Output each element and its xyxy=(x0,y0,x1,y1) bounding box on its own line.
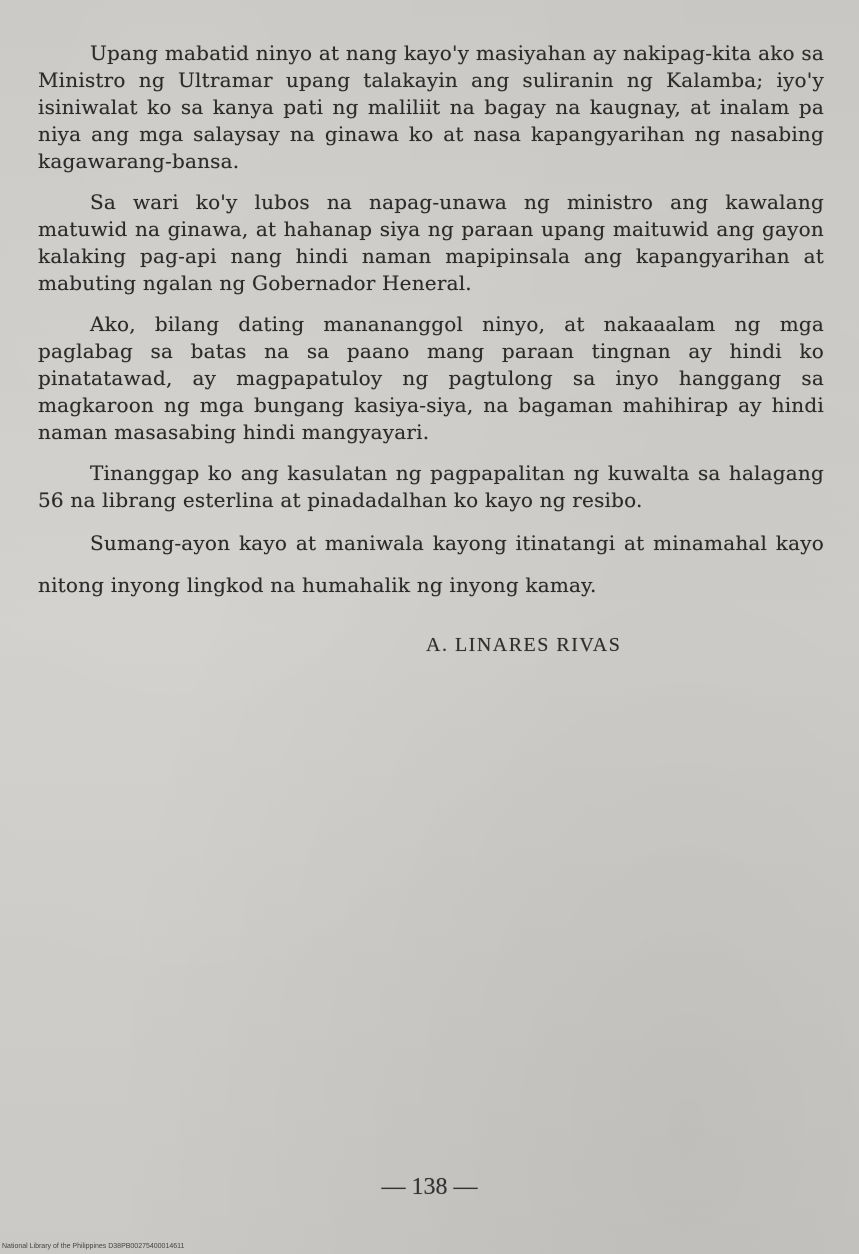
paragraph-3: Ako, bilang dating manananggol ninyo, at nakaaalam ng mga paglabag sa batas na sa paano mang paraan tingnan ay hindi ko pinatatawad, ay magpapatuloy ng pagtulong sa inyo hanggang sa magkaroon ng mga bungang kasiya-siya, na bagaman mahihirap ay hindi naman masasabing hindi mangyayari. xyxy=(38,312,824,444)
page-number: — 138 — xyxy=(381,1174,478,1200)
paragraph-4: Tinanggap ko ang kasulatan ng pagpapalitan ng kuwalta sa halagang 56 na librang esterlina at pinadadalhan ko kayo ng resibo. xyxy=(38,461,824,512)
paragraph-1: Upang mabatid ninyo at nang kayo'y masiyahan ay nakipag-kita ako sa Ministro ng Ultramar upang talakayin ang suliranin ng Kalamba; iyo'y isiniwalat ko sa kanya pati ng maliliit na bagay na kaugnay, at inalam pa niya ang mga salaysay na ginawa ko at nasa kapangyarihan ng nasabing kagawarang-bansa. xyxy=(38,41,824,173)
paragraph-5: Sumang-ayon kayo at maniwala kayong itinatangi at minamahal kayo nitong inyong lingkod na humahalik ng inyong kamay. xyxy=(38,531,824,597)
letter-body xyxy=(38,40,824,620)
signature: A. LINARES RIVAS xyxy=(426,634,622,656)
paragraph-2: Sa wari ko'y lubos na napag-unawa ng ministro ang kawalang matuwid na ginawa, at hahanap siya ng paraan upang maituwid ang gayon kalaking pag-api nang hindi naman mapipinsala ang kapangyarihan at mabuting ngalan ng Gobernador Heneral. xyxy=(38,190,824,295)
footer-credit: National Library of the Philippines D38PB00275400014611 xyxy=(2,1243,185,1250)
